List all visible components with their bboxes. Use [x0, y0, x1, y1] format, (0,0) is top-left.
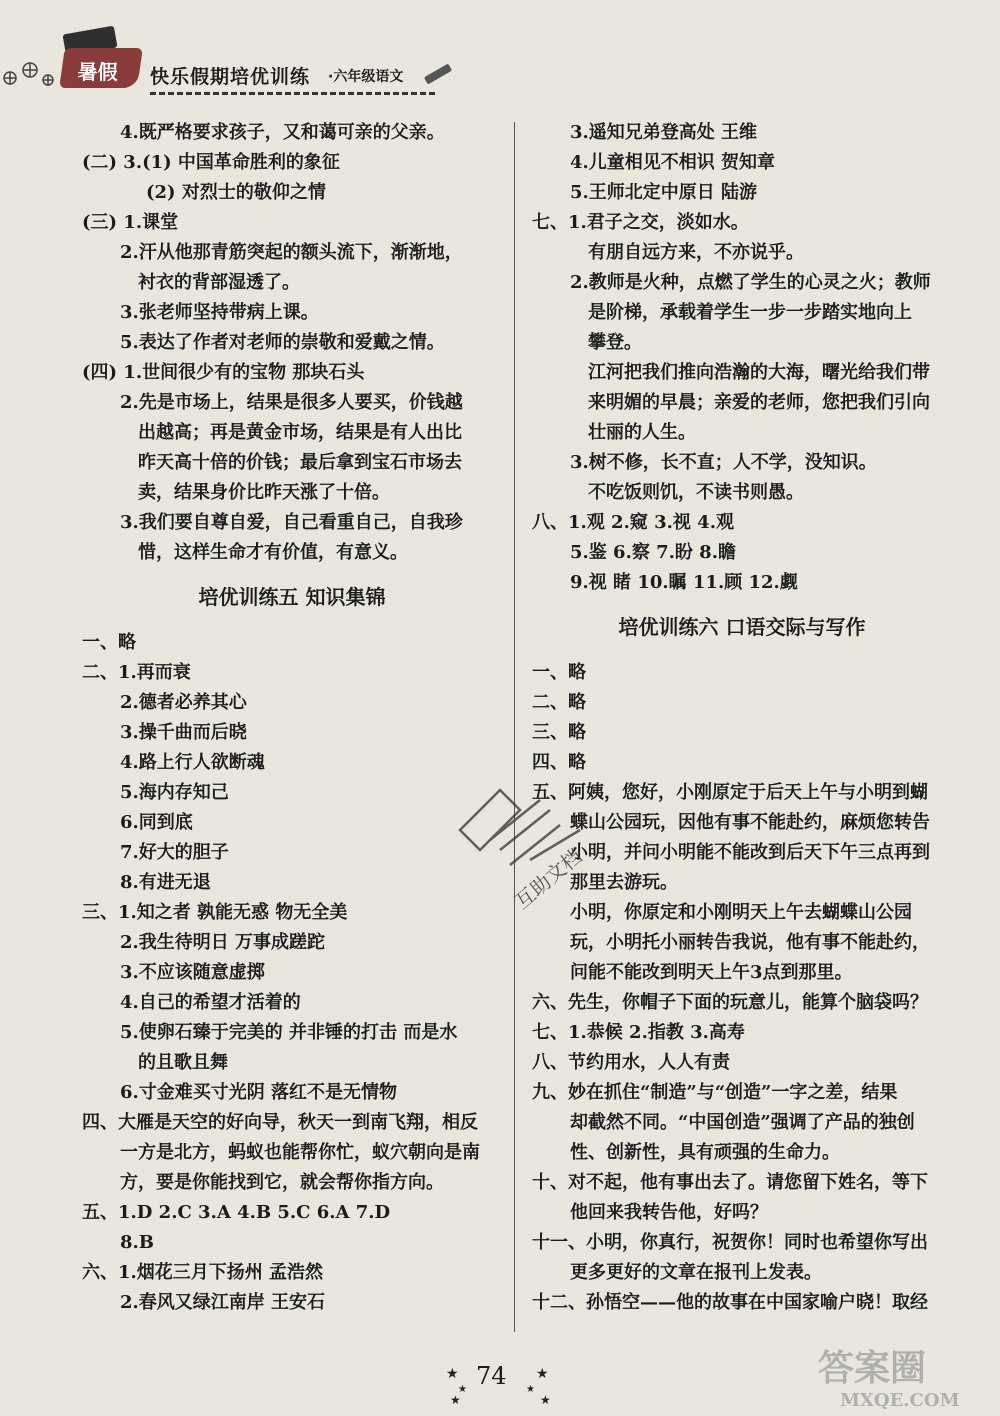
answer-line: 5.海内存知己 — [120, 782, 229, 803]
answer-line: 卖，结果身价比昨天涨了十倍。 — [138, 482, 390, 503]
section-heading: 培优训练五 知识集锦 — [198, 585, 386, 609]
answer-line: 问能不能改到明天上午3点到那里。 — [570, 962, 853, 983]
answer-line: 二、1.再而衰 — [82, 662, 191, 683]
answer-line: 八、节约用水，人人有责 — [532, 1052, 730, 1073]
answer-line: 2.教师是火种，点燃了学生的心灵之火；教师 — [570, 272, 931, 293]
answer-line: 5.鉴 6.察 7.盼 8.瞻 — [570, 542, 736, 563]
answer-line: 攀登。 — [588, 332, 642, 353]
svg-text:★: ★ — [446, 1366, 459, 1382]
section-heading: 培优训练六 口语交际与写作 — [618, 615, 866, 639]
stamp-text: 互助文档 — [509, 844, 587, 914]
answer-line: 一方是北方，蚂蚁也能帮你忙，蚁穴朝向是南 — [120, 1142, 480, 1163]
column-divider — [514, 122, 515, 1332]
answer-line: 四、略 — [532, 752, 586, 773]
header-subtitle: ·六年级语文 — [328, 69, 404, 85]
header-title: 快乐假期培优训练 — [150, 66, 311, 88]
answer-line: 却截然不同。“中国创造”强调了产品的独创 — [570, 1112, 915, 1133]
header-badge-label: 暑假 — [77, 60, 118, 84]
answer-line: 8.有进无退 — [120, 872, 211, 893]
answer-line: 3.我们要自尊自爱，自己看重自己，自我珍 — [120, 512, 463, 533]
pencil-icon — [424, 64, 452, 85]
header-badge — [59, 48, 143, 88]
answer-line: (三) 1.课堂 — [82, 212, 179, 233]
answer-line: 五、阿姨，您好，小刚原定于后天上午与小明到蝴 — [532, 782, 928, 803]
answer-line: 不吃饭则饥，不读书则愚。 — [588, 482, 804, 503]
header-rule — [150, 92, 435, 95]
answer-line: 3.遥知兄弟登高处 王维 — [570, 122, 758, 143]
svg-text:★: ★ — [536, 1366, 549, 1382]
answer-line: 三、1.知之者 孰能无惑 物无全美 — [82, 902, 348, 923]
answer-line: 更多更好的文章在报刊上发表。 — [570, 1262, 822, 1283]
stamp-watermark — [430, 770, 620, 940]
answer-line: 七、1.恭候 2.指教 3.高寿 — [532, 1022, 745, 1043]
answer-line: 2.先是市场上，结果是很多人要买，价钱越 — [120, 392, 463, 413]
answer-line: 小明，你原定和小刚明天上午去蝴蝶山公园 — [570, 902, 912, 923]
answer-line: 惜，这样生命才有价值，有意义。 — [138, 542, 408, 563]
answer-line: 七、1.君子之交，淡如水。 — [532, 212, 749, 233]
answer-line: 5.表达了作者对老师的崇敬和爱戴之情。 — [120, 332, 445, 353]
answer-line: 二、略 — [532, 692, 586, 713]
answer-line: 三、略 — [532, 722, 586, 743]
answer-line: 方，要是你能找到它，就会帮你指方向。 — [120, 1172, 444, 1193]
watermark-url: MXQE.COM — [840, 1390, 960, 1411]
answer-line: 一、略 — [82, 632, 136, 653]
answer-line: 2.汗从他那青筋突起的额头流下，渐渐地， — [120, 242, 463, 263]
answer-line: 3.操千曲而后晓 — [120, 722, 247, 743]
answer-line: 蝶山公园玩，因他有事不能赴约，麻烦您转告 — [570, 812, 930, 833]
answer-line: 五、1.D 2.C 3.A 4.B 5.C 6.A 7.D — [82, 1202, 391, 1223]
answer-line: (四) 1.世间很少有的宝物 那块石头 — [82, 362, 365, 383]
answer-line: 6.同到底 — [120, 812, 193, 833]
answer-line: 2.德者必养其心 — [120, 692, 247, 713]
answer-line: 那里去游玩。 — [570, 872, 678, 893]
answer-line: 一、略 — [532, 662, 586, 683]
page-number: 74 — [476, 1362, 507, 1390]
answer-line: 2.春风又绿江南岸 王安石 — [120, 1292, 326, 1313]
answer-line: 8.B — [120, 1232, 155, 1253]
svg-text:★: ★ — [526, 1384, 535, 1395]
answer-line: 是阶梯，承载着学生一步一步踏实地向上 — [588, 302, 912, 323]
svg-text:★: ★ — [540, 1393, 551, 1407]
answer-line: 江河把我们推向浩瀚的大海，曙光给我们带 — [588, 362, 930, 383]
answer-line: 有朋自远方来，不亦说乎。 — [588, 242, 804, 263]
answer-line: 六、1.烟花三月下扬州 孟浩然 — [82, 1262, 324, 1283]
site-watermark-logo — [810, 1340, 1000, 1412]
answer-line: 玩，小明托小丽转告我说，他有事不能赴约， — [570, 932, 930, 953]
answer-line: 衬衣的背部湿透了。 — [138, 272, 300, 293]
answer-line: 7.好大的胆子 — [120, 842, 229, 863]
answer-line: 的且歌且舞 — [138, 1052, 228, 1073]
answer-line: (2) 对烈士的敬仰之情 — [146, 182, 326, 203]
answer-line: 4.自己的希望才活着的 — [120, 992, 301, 1013]
answer-line: 出越高；再是黄金市场，结果是有人出比 — [138, 422, 462, 443]
watermark-main: 答案圈 — [818, 1347, 927, 1389]
answer-line: (二) 3.(1) 中国革命胜利的象征 — [82, 152, 340, 173]
answer-line: 6.寸金难买寸光阴 落红不是无情物 — [120, 1082, 398, 1103]
answer-line: 4.既严格要求孩子，又和蔼可亲的父亲。 — [120, 122, 445, 143]
answer-line: 4.路上行人欲断魂 — [120, 752, 265, 773]
svg-text:★: ★ — [450, 1393, 461, 1407]
answer-line: 3.树不修，长不直；人不学，没知识。 — [570, 452, 877, 473]
answer-line: 性、创新性，具有顽强的生命力。 — [570, 1142, 840, 1163]
answer-line: 4.儿童相见不相识 贺知章 — [570, 152, 776, 173]
answer-line: 9.视 睹 10.瞩 11.顾 12.觑 — [570, 572, 798, 593]
answer-line: 十、对不起，他有事出去了。请您留下姓名，等下 — [532, 1172, 928, 1193]
page-header — [0, 18, 470, 98]
answer-line: 2.我生待明日 万事成蹉跎 — [120, 932, 326, 953]
answer-line: 十二、孙悟空——他的故事在中国家喻户晓！取经 — [532, 1292, 928, 1313]
answer-line: 八、1.观 2.窥 3.视 4.观 — [532, 512, 734, 533]
answer-line: 九、妙在抓住“制造”与“创造”一字之差，结果 — [532, 1082, 898, 1103]
answer-line: 十一、小明，你真行，祝贺你！同时也希望你写出 — [532, 1232, 928, 1253]
answer-line: 来明媚的早晨；亲爱的老师，您把我们引向 — [588, 392, 930, 413]
answer-line: 小明，并问小明能不能改到后天下午三点再到 — [570, 842, 930, 863]
flower-decoration-icon — [0, 56, 64, 96]
answer-line: 5.使卵石臻于完美的 并非锤的打击 而是水 — [120, 1022, 458, 1043]
answer-line: 昨天高十倍的价钱；最后拿到宝石市场去 — [138, 452, 462, 473]
answer-line: 壮丽的人生。 — [588, 422, 696, 443]
svg-text:★: ★ — [458, 1384, 467, 1395]
answer-line: 四、大雁是天空的好向导，秋天一到南飞翔，相反 — [82, 1112, 478, 1133]
answer-line: 5.王师北定中原日 陆游 — [570, 182, 758, 203]
answer-line: 3.张老师坚持带病上课。 — [120, 302, 319, 323]
answer-line: 他回来我转告他，好吗？ — [570, 1202, 768, 1223]
answer-line: 六、先生，你帽子下面的玩意儿，能算个脑袋吗？ — [532, 992, 928, 1013]
answer-line: 3.不应该随意虚掷 — [120, 962, 265, 983]
